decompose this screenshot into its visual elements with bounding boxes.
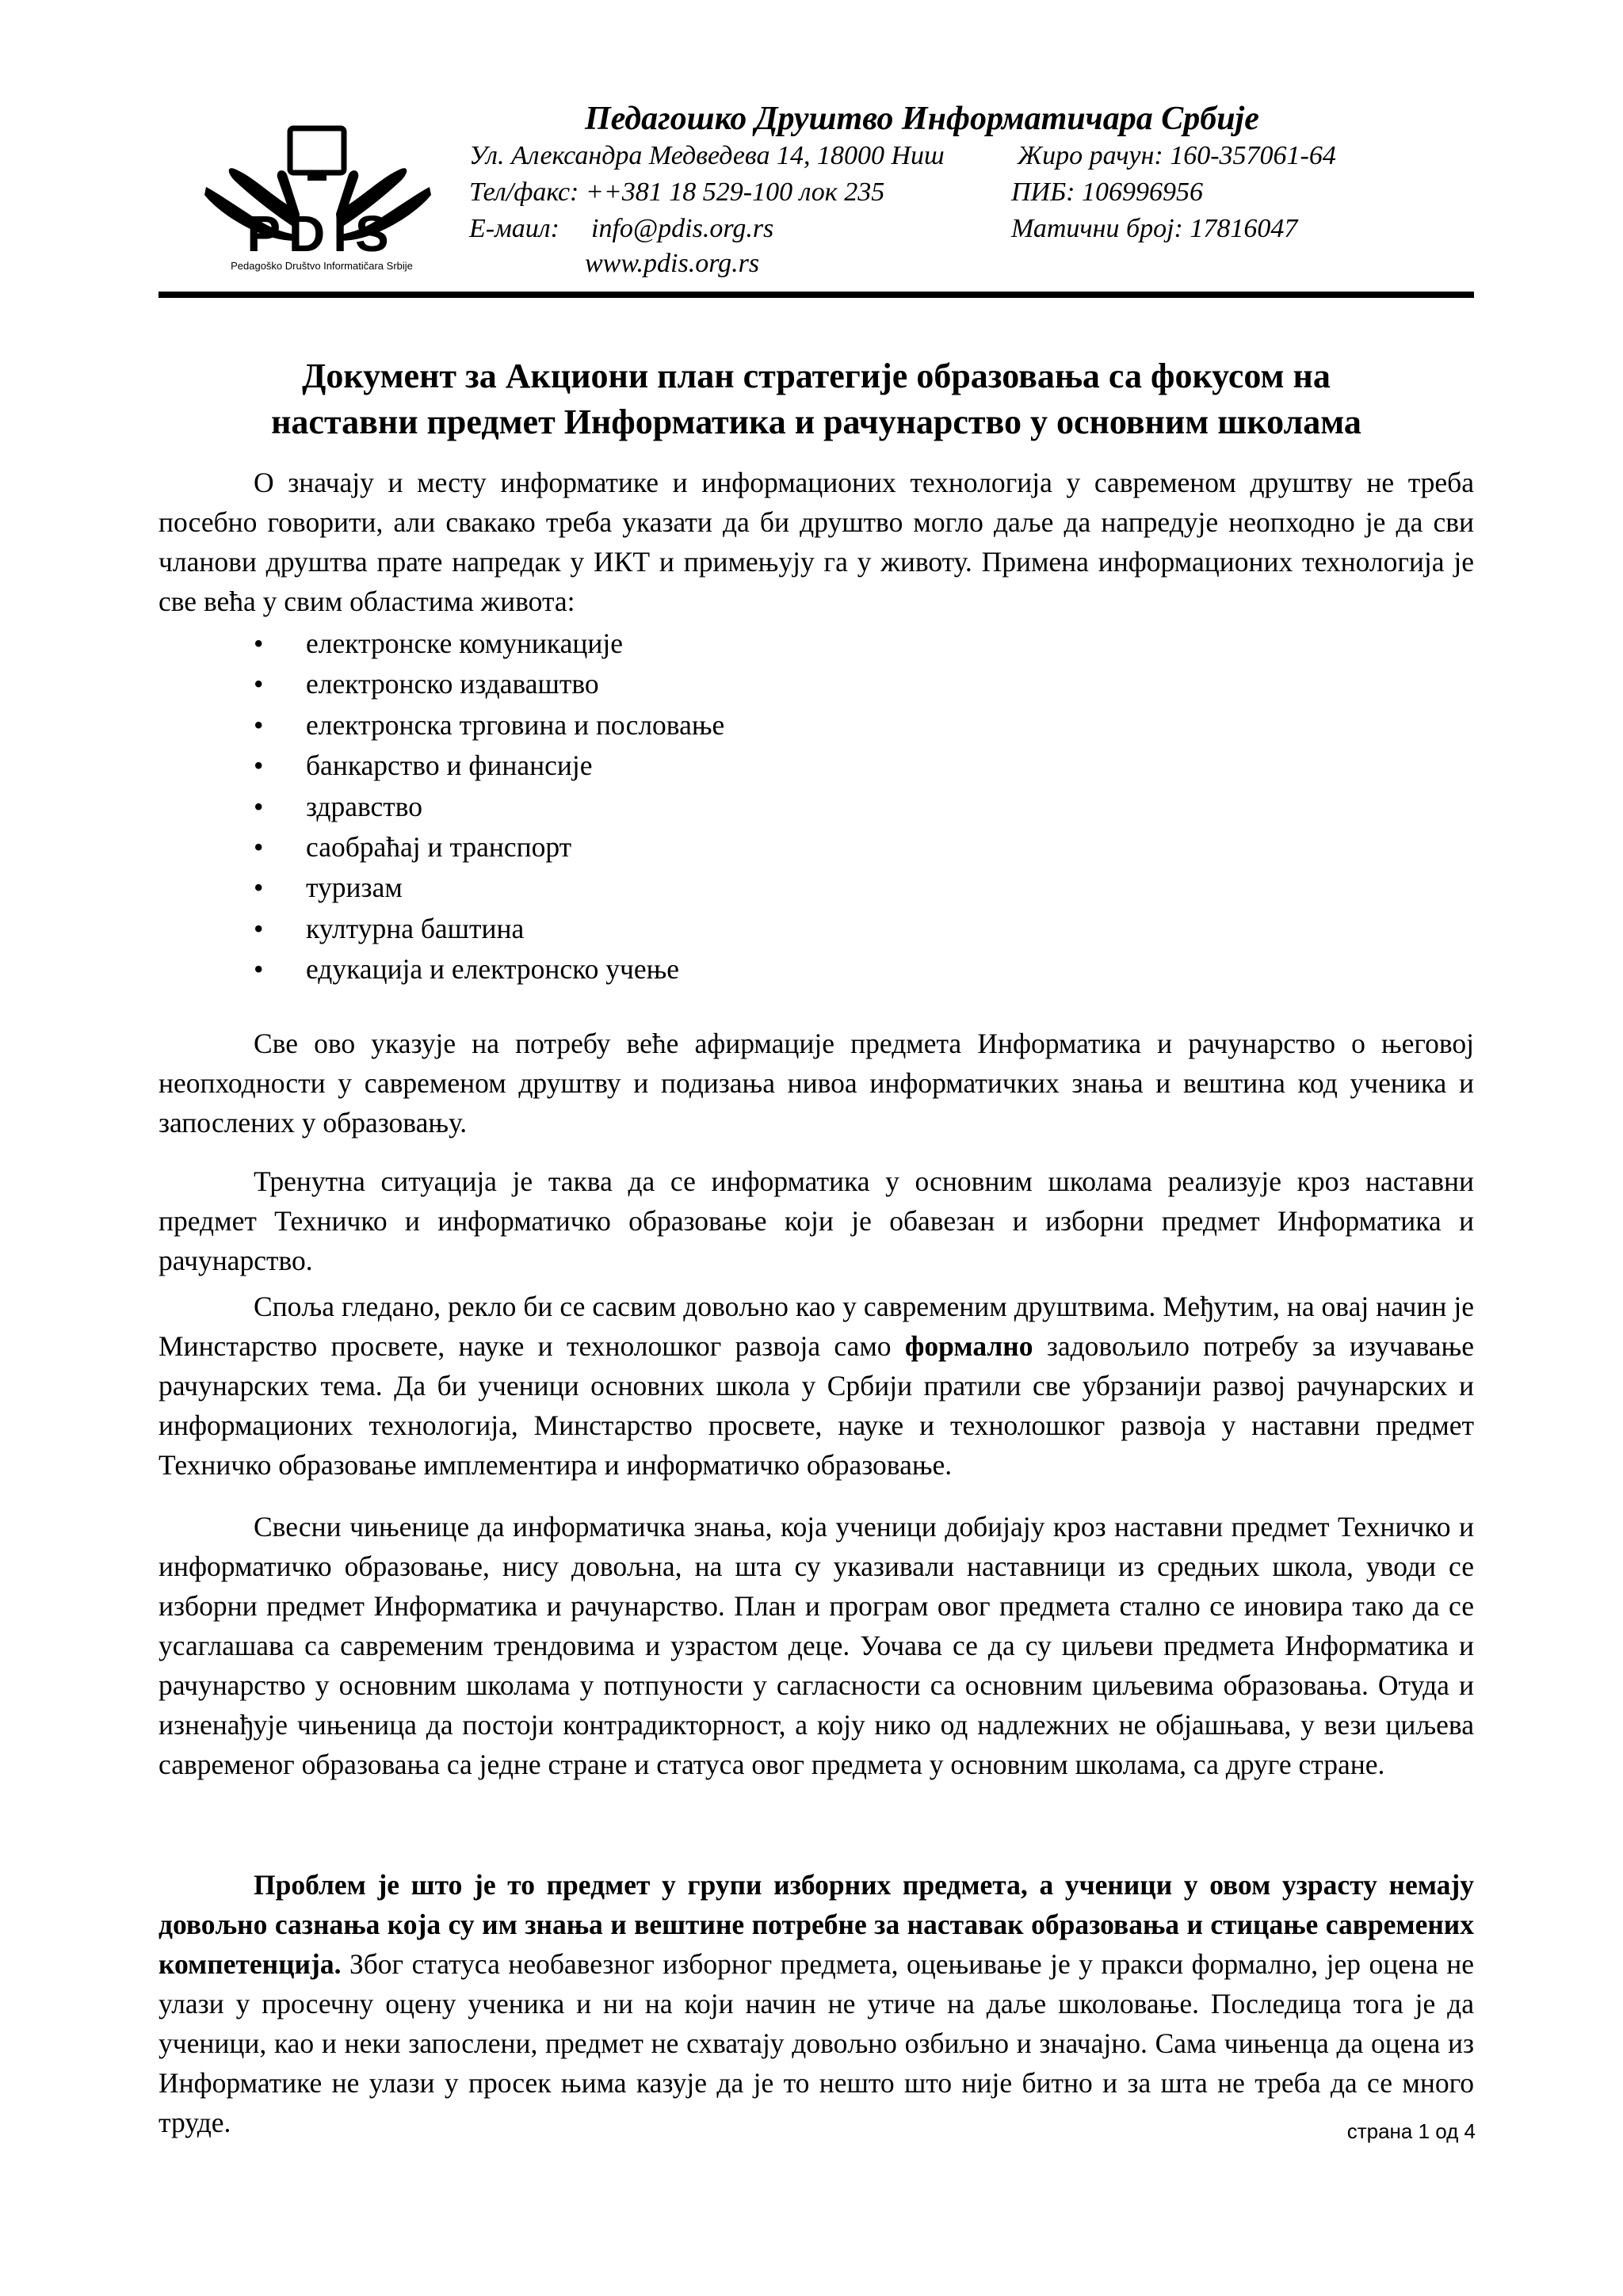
list-item: • едукација и електронско учење [254,949,1363,990]
text-span: Споља гледано, рекло би се сасвим довољно као у савременим друштвима. Међутим, на овај начин је Минстарство просвете, науке и технолошког развоја само [158,1291,1474,1362]
document-title [158,353,1474,445]
registration-number: Матични број: 17816047 [1011,214,1298,243]
list-item: • електронска трговина и пословање [254,705,1363,746]
application-areas-list [254,624,1363,990]
address-line: Ул. Александра Медведева 14, 18000 Ниш [469,141,945,170]
bold-problem-statement: Проблем је што је то предмет у групи изборних предмета, а ученици у овом узрасту немају довољно сазнања која су им знања и вештине потребне за наставак образовања и стицање савремених компетенција. [158,1869,1474,1980]
list-item: • банкарство и финансије [254,746,1363,786]
list-item: • туризам [254,868,1363,908]
list-item: • културна баштина [254,909,1363,949]
page-number: страна 1 од 4 [1346,2119,1476,2143]
pib-number: ПИБ: 106996956 [1011,177,1203,207]
phone-fax: Тел/факс: ++381 18 529-100 лок 235 [469,177,885,207]
paragraph-affirmation: Све ово указује на потребу веће афирмације предмета Информатика и рачунарство о његовој неопходности у савременом друштву и подизања нивоа информатичких знања и вештина код ученика и запослених у образовању. [158,1028,1474,1138]
text-span: задовољило потребу за изучавање рачунарских тема. Да би ученици основних школа у Србији пратили све убрзанији развој рачунарских и информационих технологија, Минстарство просвете, науке и технолошког развоја у наставни предмет Техничко образовање имплементира и информатичко образовање. [158,1330,1474,1481]
title-line-2: наставни предмет Информатика и рачунарство у основним школама [271,402,1361,441]
list-item: • саобраћај и транспорт [254,827,1363,868]
paragraph-problem [158,1865,1474,2142]
logo-subtitle: Pedagoško Društvo Informatičara Srbije [231,260,413,272]
logo-text: PDIS [246,205,397,262]
email-link[interactable]: info@pdis.org.rs [591,214,774,243]
email-label: Е-маил: [469,214,559,243]
title-line-1: Документ за Акциони план стратегије образовања са фокусом на [302,357,1331,395]
list-item: • електронске комуникације [254,624,1363,664]
account-number: Жиро рачун: 160-357061-64 [1018,141,1336,170]
website-link[interactable]: www.pdis.org.rs [585,249,760,278]
paragraph-current-situation: Тренутна ситуација је таква да се информатика у основним школама реализује кроз наставни предмет Техничко и информатичко образовање који је обавезан и изборни предмет Информатика и рачунарство. [158,1165,1474,1276]
paragraph-formal [158,1287,1474,1485]
list-item: • електронско издаваштво [254,664,1363,704]
header-divider [158,292,1474,298]
organization-name: Педагошко Друштво Информатичара Србије [585,101,1259,137]
pdis-logo [187,125,449,276]
bold-emphasis: формално [904,1330,1033,1362]
text-span: Због статуса необавезног изборног предмета, оцењивање је у пракси формално, јер оцена не улази у просечну оцену ученика и ни на који начин не утиче на даље школовање. Последица тога је да ученици, као и неки запослени, предмет не схватају довољно озбиљно и значајно. Сама чињенца да оцена из Информатике не улази у просек њима казује да је то нешто што није битно и за шта не треба да се много труде. [158,1948,1474,2138]
list-item: • здравство [254,787,1363,827]
intro-paragraph: О значају и месту информатике и информационих технологија у савременом друштву не треба посебно говорити, али свакако треба указати да би друштво могло даље да напредује неопходно је да сви чланови друштва прате напредак у ИКТ и примењују га у животу. Примена информационих технологија је све већа у свим областима живота: [158,467,1474,617]
paragraph-aware: Свесни чињенице да информатичка знања, која ученици добијају кроз наставни предмет Техничко и информатичко образовање, нису довољна, на шта су указивали наставници из средњих школа, уводи се изборни предмет Информатика и рачунарство. План и програм овог предмета стално се иновира тако да се усаглашава са савременим трендовима и узрастом деце. Уочава се да су циљеви предмета Информатика и рачунарство у основним школама у потпуности у сагласности са основним циљевима образовања. Отуда и изненађује чињеница да постоји контрадикторност, а коју нико од надлежних не објашњава, у вези циљева савременог образовања са једне стране и статуса овог предмета у основним школама, са друге стране. [158,1511,1474,1780]
